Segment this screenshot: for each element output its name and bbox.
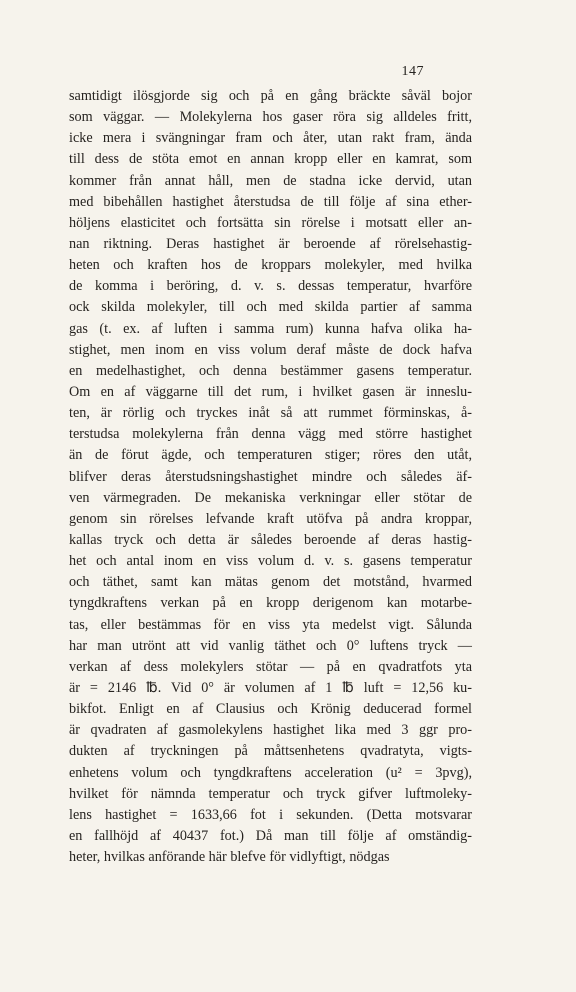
text-line: ten, är rörlig och tryckes inåt så att rummet förminskas, å-	[69, 405, 472, 422]
text-line: samtidigt ilösgjorde sig och på en gång bräckte såväl bojor	[69, 88, 472, 104]
text-line: heter, hvilkas anförande här blefve för vidlyftigt, nödgas	[69, 849, 390, 866]
body-text	[69, 86, 472, 868]
text-line: kallas tryck och detta är således beroende af deras hastig-	[69, 531, 472, 548]
text-line: med bibehållen hastighet återstudsa de till följe af sina ether-	[69, 193, 472, 210]
text-line: de komma i beröring, d. v. s. dessas temperatur, hvarföre	[69, 278, 472, 295]
text-line: än de förut ägde, och temperaturen stiger; röres den utåt,	[69, 447, 472, 464]
page-number: 147	[401, 64, 424, 79]
text-line: het och antal inom en viss volum d. v. s. gasens temperatur	[69, 553, 472, 570]
text-line: en fallhöjd af 40437 fot.) Då man till följe af omständig-	[69, 827, 472, 844]
text-line: och täthet, samt kan mätas genom det motstånd, hvarmed	[69, 574, 472, 591]
text-line: heten och kraften hos de kroppars molekyler, med hvilka	[69, 257, 472, 274]
text-line: har man utrönt att vid vanlig täthet och 0° luftens tryck —	[69, 637, 472, 654]
text-line: genom sin rörelses lefvande kraft utöfva på andra kroppar,	[69, 510, 472, 527]
text-line: nan riktning. Deras hastighet är beroende af rörelsehastig-	[69, 235, 472, 252]
text-line: blifver deras återstudsningshastighet mindre och således äf-	[69, 468, 472, 485]
text-line: gas (t. ex. af luften i samma rum) kunna hafva olika ha-	[69, 320, 472, 337]
text-line: kommer från annat håll, men de stadna icke dervid, utan	[69, 172, 472, 189]
text-line: höljens elasticitet och fortsätta sin rörelse i motsatt eller an-	[69, 214, 472, 231]
text-line: bikfot. Enligt en af Clausius och Krönig deducerad formel	[69, 701, 472, 718]
text-line: verkan af dess molekylers stötar — på en qvadratfots yta	[69, 658, 472, 675]
text-line: dukten af tryckningen på måttsenhetens qvadratyta, vigts-	[69, 743, 472, 760]
text-line: hvilket för nämnda temperatur och tryck gifver luftmoleky-	[69, 785, 472, 802]
text-line: lens hastighet = 1633,66 fot i sekunden. (Detta motsvarar	[69, 806, 472, 823]
text-line: är qvadraten af gasmolekylens hastighet lika med 3 ggr pro-	[69, 722, 472, 739]
text-line: ock skilda molekyler, till och med skilda partier af samma	[69, 299, 472, 316]
text-line: icke mera i svängningar fram och åter, utan rakt fram, ända	[69, 130, 472, 147]
text-line: enhetens volum och tyngdkraftens acceleration (u² = 3pvg),	[69, 764, 472, 781]
text-line: tas, eller bestämmas för en viss yta medelst vigt. Sålunda	[69, 616, 472, 633]
text-line: terstudsa molekylerna från denna vägg med större hastighet	[69, 426, 472, 443]
text-line: är = 2146 ℔. Vid 0° är volumen af 1 ℔ luft = 12,56 ku-	[69, 679, 472, 696]
text-line: som väggar. — Molekylerna hos gaser röra sig alldeles fritt,	[69, 109, 472, 126]
text-line: ven värmegraden. De mekaniska verkningar eller stötar de	[69, 489, 472, 506]
text-line: till dess de stöta emot en annan kropp eller en kamrat, som	[69, 151, 472, 168]
text-line: en medelhastighet, och denna bestämmer gasens temperatur.	[69, 362, 472, 379]
text-line: stighet, men inom en viss volum deraf måste de dock hafva	[69, 341, 472, 358]
text-line: tyngdkraftens verkan på en kropp derigenom kan motarbe-	[69, 595, 472, 612]
text-line: Om en af väggarne till det rum, i hvilket gasen är inneslu-	[69, 383, 472, 400]
